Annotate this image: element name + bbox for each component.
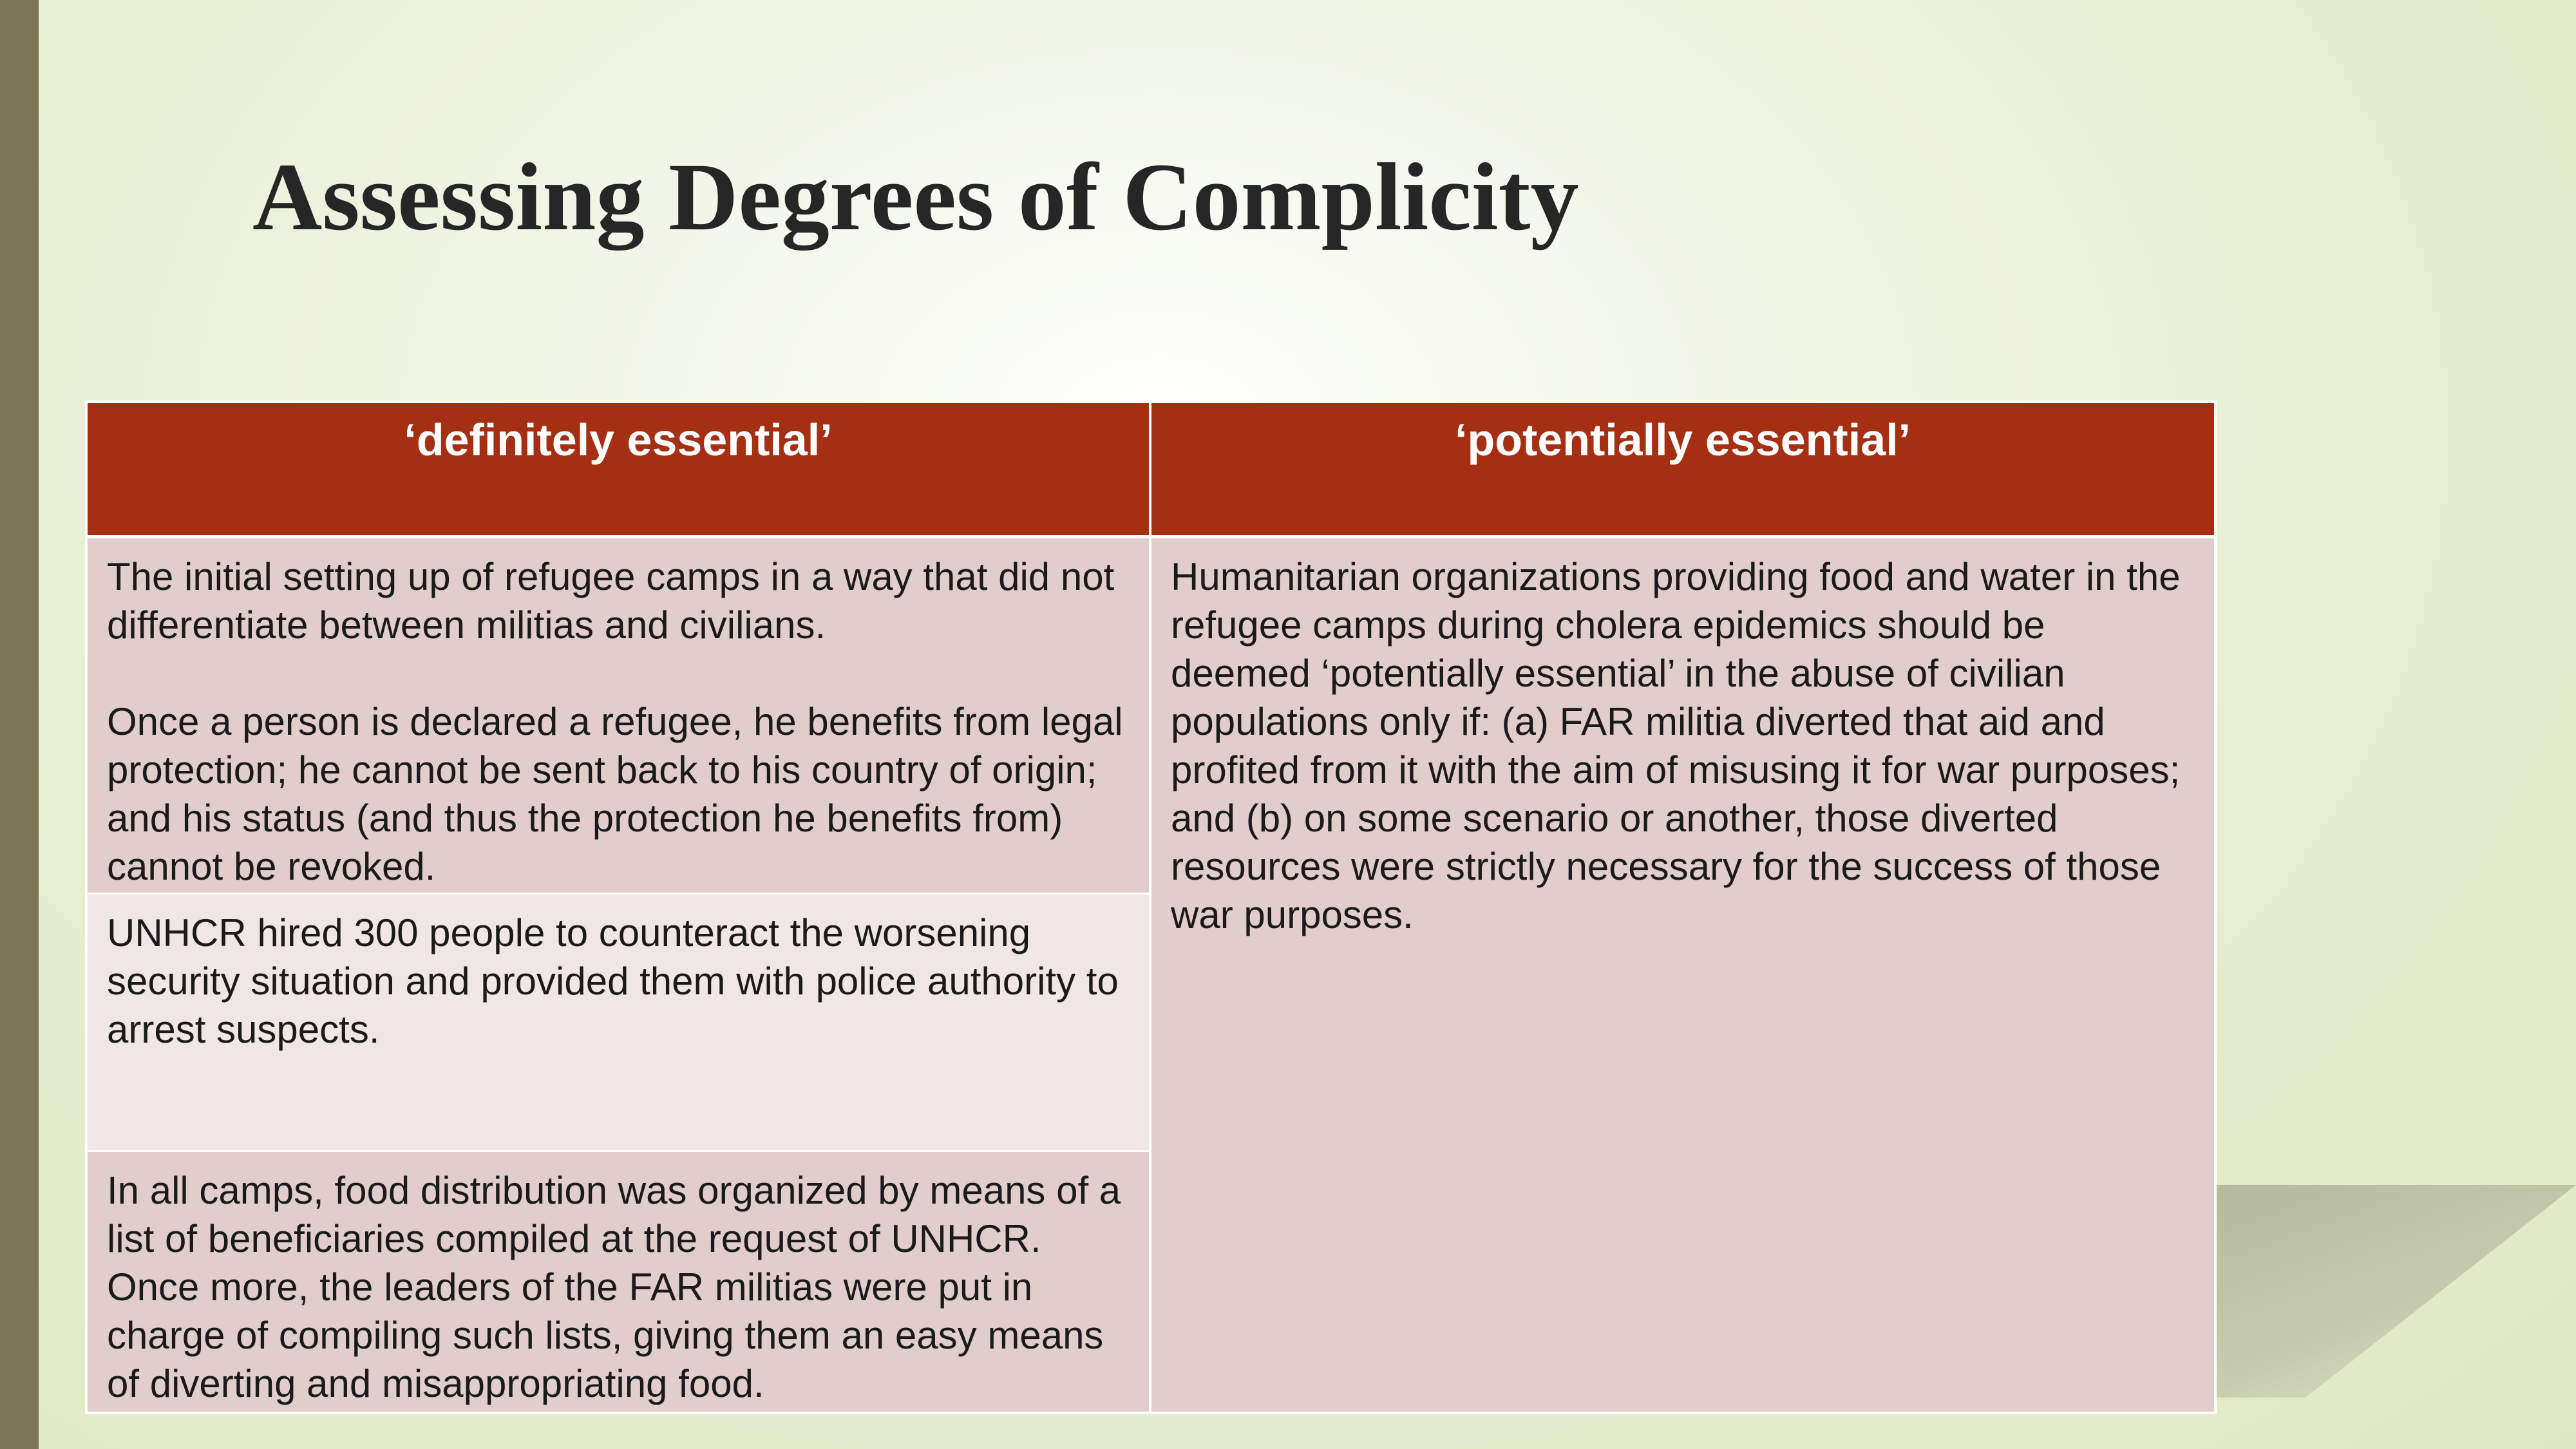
table-shadow <box>2190 1185 2576 1397</box>
header-definitely-essential: ‘definitely essential’ <box>88 403 1151 538</box>
cell-text: In all camps, food distribution was organized by means of a list of beneficiaries compiled at the request of UNHCR. Once more, the leaders of the FAR militias were put in charge of compiling such lists, giving them an easy means of diverting and misappropriating food. <box>107 1169 1121 1405</box>
cell-text: UNHCR hired 300 people to counteract the worsening security situation and provided them with police authority to arrest suspects. <box>107 911 1119 1051</box>
complicity-table <box>85 401 2217 1414</box>
cell-text: Once a person is declared a refugee, he benefits from legal protection; he cannot be sent back to his country of origin; and his status (and thus the protection he benefits from) cannot be revoked. <box>107 700 1123 888</box>
cell-humanitarian-aid <box>1151 538 2214 1412</box>
cell-food-distribution <box>88 1152 1151 1412</box>
cell-text: Humanitarian organizations providing food and water in the refugee camps during cholera epidemics should be deemed ‘potentially essential’ in the abuse of civilian populations only if: (a) FAR militia diverted that aid and profited from it with the aim of misusing it for war purposes; and (b) on some scenario or another, those diverted resources were strictly necessary for the success of those war purposes. <box>1171 555 2181 936</box>
slide-title: Assessing Degrees of Complicity <box>252 144 1579 251</box>
cell-refugee-camps <box>88 538 1151 895</box>
cell-text: The initial setting up of refugee camps in a way that did not differentiate between militias and civilians. <box>107 555 1115 647</box>
header-potentially-essential: ‘potentially essential’ <box>1151 403 2214 538</box>
cell-unhcr-hired <box>88 895 1151 1152</box>
left-accent-bar <box>0 0 39 1449</box>
